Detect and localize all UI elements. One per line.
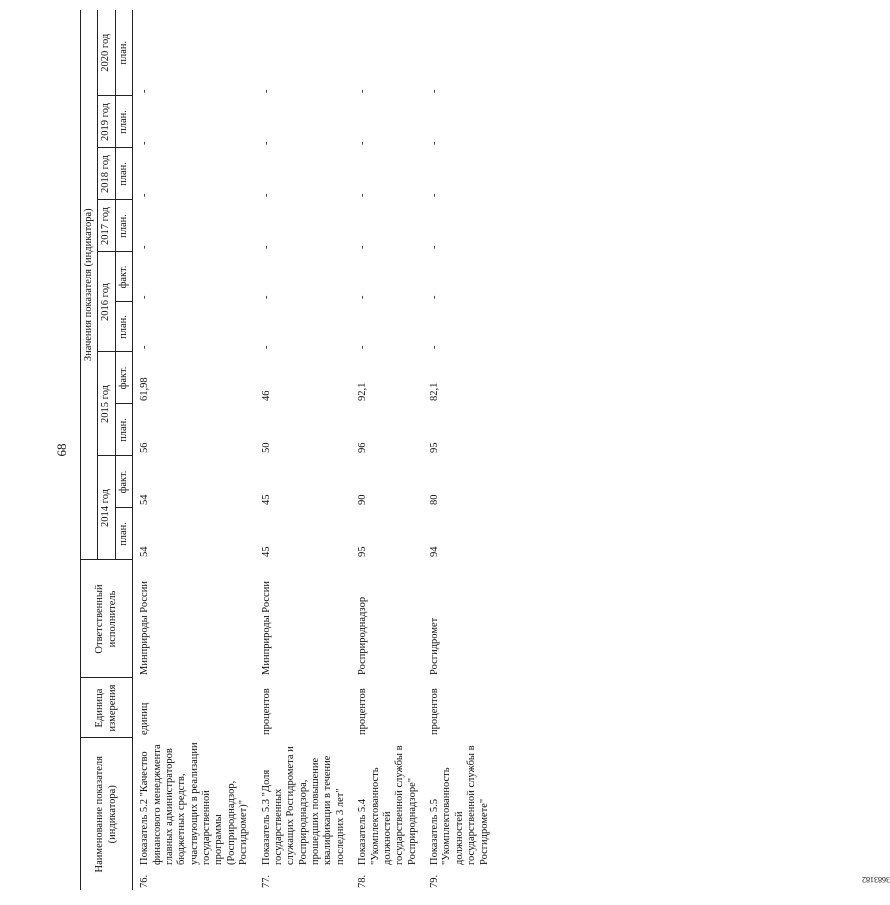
value-cell: - [357,193,369,197]
executor-cell: Росгидромет [429,617,440,675]
header-year: 2015 год [98,352,115,456]
value-cell: - [260,245,272,249]
value-cell: 94 [429,546,440,557]
value-cell: - [429,193,440,197]
value-cell: - [429,345,440,349]
value-cell: 80 [429,494,440,505]
table-header [81,10,133,890]
unit-cell: процентов [429,688,440,735]
indicator-name: Показатель 5.3 "Доля государственных служащих Росгидромета и Росприроднадзора, прошедших повышение квалификации в течение последних 3 лет" [260,746,346,865]
indicator-name: Показатель 5.4 "Укомплектованность должностей государственной службы в Росприроднадзоре" [357,745,418,865]
header-name: Наименование показателя (индикатора) [81,738,133,890]
indicator-name: Показатель 5.2 "Качество финансового менеджмента главных администраторов бюджетных средств, участвующих в реализации государственной программы (Росприроднадзор, Росгидромет)" [139,742,250,865]
header-sub: план. [115,148,132,200]
indicator-table [80,10,495,890]
header-sub: план. [115,404,132,456]
executor-cell: Росприроднадзор [357,596,369,675]
value-cell: - [357,345,369,349]
table-row [423,10,495,890]
header-unit: Единица измерения [81,678,133,738]
executor-cell: Минприроды России [260,581,272,675]
header-sub: план. [115,508,132,560]
header-year: 2016 год [98,252,115,352]
document-code: 3683182 [862,875,890,884]
row-number: 78. [357,874,369,888]
value-cell: - [139,245,151,249]
row-number: 76. [139,874,151,888]
header-sub: план. [115,10,132,96]
page-number: 68 [54,443,69,457]
value-cell: 90 [357,494,369,505]
table-body [133,10,495,890]
document-page [50,10,890,890]
value-cell: 96 [357,442,369,453]
value-cell: - [357,245,369,249]
value-cell: - [260,193,272,197]
value-cell: - [139,89,151,93]
value-cell: 45 [260,546,272,557]
table-row [255,10,352,890]
executor-cell: Минприроды России [139,581,151,675]
header-year: 2018 год [98,148,115,200]
value-cell: - [260,345,272,349]
value-cell: - [139,345,151,349]
header-sub: факт. [115,456,132,508]
value-cell: 50 [260,442,272,453]
row-number: 79. [429,874,440,888]
row-number: 77. [260,874,272,888]
value-cell: - [139,141,151,145]
value-cell: - [260,141,272,145]
value-cell: - [429,141,440,145]
header-year: 2019 год [98,96,115,148]
value-cell: - [357,89,369,93]
value-cell: 46 [260,390,272,401]
value-cell: - [357,295,369,299]
header-values-group: Значения показателя (индикатора) [81,10,98,560]
header-sub: факт. [115,352,132,404]
value-cell: 92,1 [357,382,369,401]
header-sub: факт. [115,252,132,302]
unit-cell: процентов [260,688,272,735]
indicator-name: Показатель 5.5 "Укомплектованность должностей государственной службы в Росгидромете" [429,745,490,865]
table-row [133,10,255,890]
header-year: 2020 год [98,10,115,96]
value-cell: - [139,193,151,197]
header-year: 2014 год [98,456,115,560]
value-cell: 56 [139,442,151,453]
value-cell: - [139,295,151,299]
header-executor: Ответственный исполнитель [81,560,133,678]
value-cell: 54 [139,494,151,505]
header-sub: план. [115,302,132,352]
header-year: 2017 год [98,200,115,252]
value-cell: 54 [139,546,151,557]
value-cell: 61,98 [139,377,151,401]
value-cell: - [429,295,440,299]
value-cell: - [429,245,440,249]
value-cell: 45 [260,494,272,505]
value-cell: - [429,89,440,93]
value-cell: 95 [429,442,440,453]
value-cell: - [357,141,369,145]
header-sub: план. [115,96,132,148]
value-cell: 82,1 [429,382,440,401]
table-row [351,10,423,890]
value-cell: - [260,89,272,93]
value-cell: - [260,295,272,299]
unit-cell: процентов [357,688,369,735]
unit-cell: единиц [139,702,151,735]
value-cell: 95 [357,546,369,557]
header-sub: план. [115,200,132,252]
